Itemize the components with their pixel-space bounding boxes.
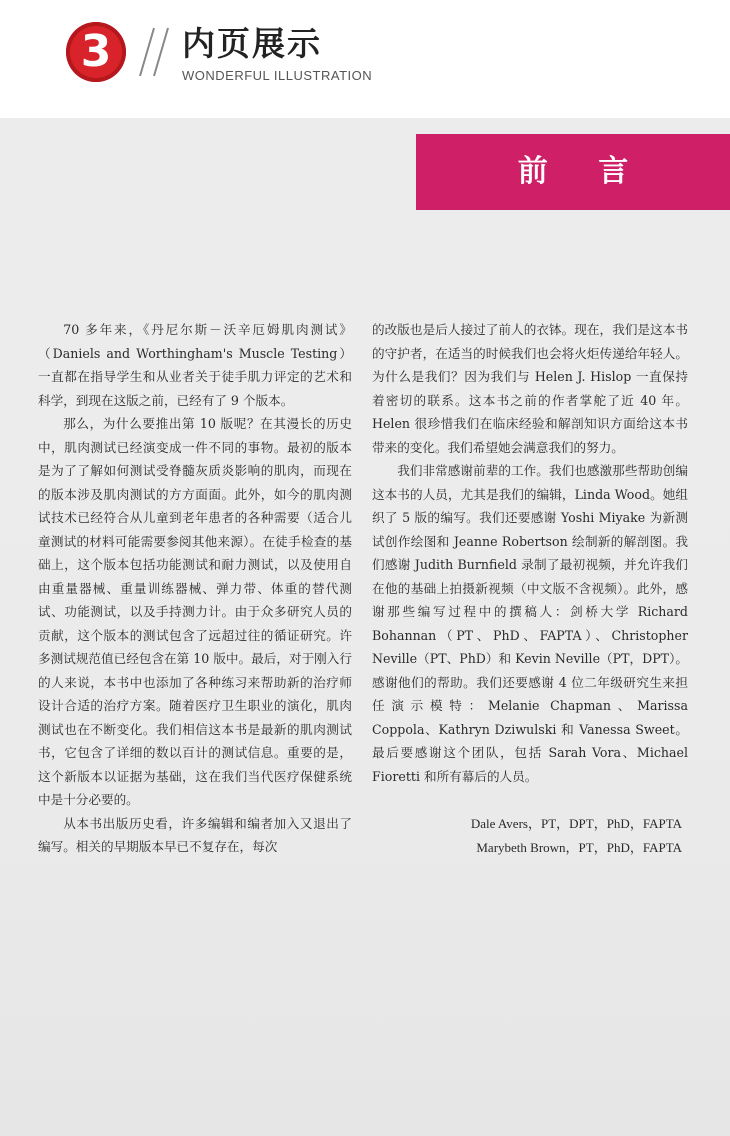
header-title: 内页展示: [182, 24, 322, 63]
author-signatures: [372, 812, 688, 860]
right-column: [372, 318, 688, 860]
paragraph: 从本书出版历史看，许多编辑和编者加入又退出了编写。相关的早期版本早已不复存在，每次: [38, 815, 352, 854]
section-number: 3: [80, 26, 112, 77]
book-page: [0, 118, 730, 1136]
paragraph: 70 多年来，《丹尼尔斯－沃辛厄姆肌肉测试》（Daniels and Worthingham's Muscle Testing）一直都在指导学生和从业者关于徒手肌力评定的艺术和科学，到现在这版之前，已经有了 9 个版本。: [38, 322, 352, 408]
section-number-badge: [66, 22, 126, 82]
double-slash-icon: [138, 26, 172, 78]
paragraph: 的改版也是后人接过了前人的衣钵。现在，我们是这本书的守护者，在适当的时候我们也会将火炬传递给年轻人。为什么是我们？因为我们与 Helen J. Hislop 一直保持着密切的联系。这本书之前的作者掌舵了近 40 年。Helen 很珍惜我们在临床经验和解剖知识方面给这本书带来的变化。我们希望她会满意我们的努力。: [372, 322, 688, 455]
preface-title: 前 言: [517, 154, 649, 189]
paragraph: 那么，为什么要推出第 10 版呢？在其漫长的历史中，肌肉测试已经演变成一件不同的事物。最初的版本是为了了解如何测试受脊髓灰质炎影响的肌肉，而现在的版本涉及肌肉测试的方方面面。此外，如今的肌肉测试技术已经符合从儿童到老年患者的各种需要（适合儿童测试的材料可能需要参阅其他来源）。在徒手检查的基础上，这个版本包括功能测试和耐力测试，以及使用自由重量器械、重量训练器械、弹力带、体重的替代测试、功能测试，以及手持测力计。由于众多研究人员的贡献，这个版本的测试包含了远超过往的循证研究。许多测试规范值已经包含在第 10 版中。最后，对于刚入行的人来说，本书中也添加了各种练习来帮助新的治疗师设计合适的治疗方案。随着医疗卫生职业的演化，肌肉测试也在不断变化。我们相信这本书是最新的肌肉测试书，它包含了详细的数以百计的测试信息。重要的是，这个新版本以证据为基础，这在我们当代医疗保健系统中是十分必要的。: [38, 416, 352, 807]
author-signature: Marybeth Brown，PT，PhD，FAPTA: [476, 840, 682, 855]
header-subtitle: WONDERFUL ILLUSTRATION: [182, 68, 373, 83]
paragraph: 我们非常感谢前辈的工作。我们也感激那些帮助创编这本书的人员，尤其是我们的编辑，Linda Wood。她组织了 5 版的编写。我们还要感谢 Yoshi Miyake 为新测试创作绘图和 Jeanne Robertson 绘制新的解剖图。我们感谢 Judith Burnfield 录制了最初视频，并允许我们在他的基础上拍摄新视频（中文版不含视频）。此外，感谢那些编写过程中的撰稿人：剑桥大学 Richard Bohannan（PT、PhD、FAPTA）、Christopher Neville（PT、PhD）和 Kevin Neville（PT，DPT）。感谢他们的帮助。我们还要感谢 4 位二年级研究生来担任演示模特：Melanie Chapman、Marissa Coppola、Kathryn Dziwulski 和 Vanessa Sweet。最后要感谢这个团队，包括 Sarah Vora、Michael Fioretti 和所有幕后的人员。: [372, 463, 688, 784]
preface-banner: [416, 134, 730, 210]
header-banner: [0, 0, 730, 118]
author-signature: Dale Avers，PT，DPT，PhD，FAPTA: [470, 816, 682, 831]
left-column: [38, 318, 352, 859]
